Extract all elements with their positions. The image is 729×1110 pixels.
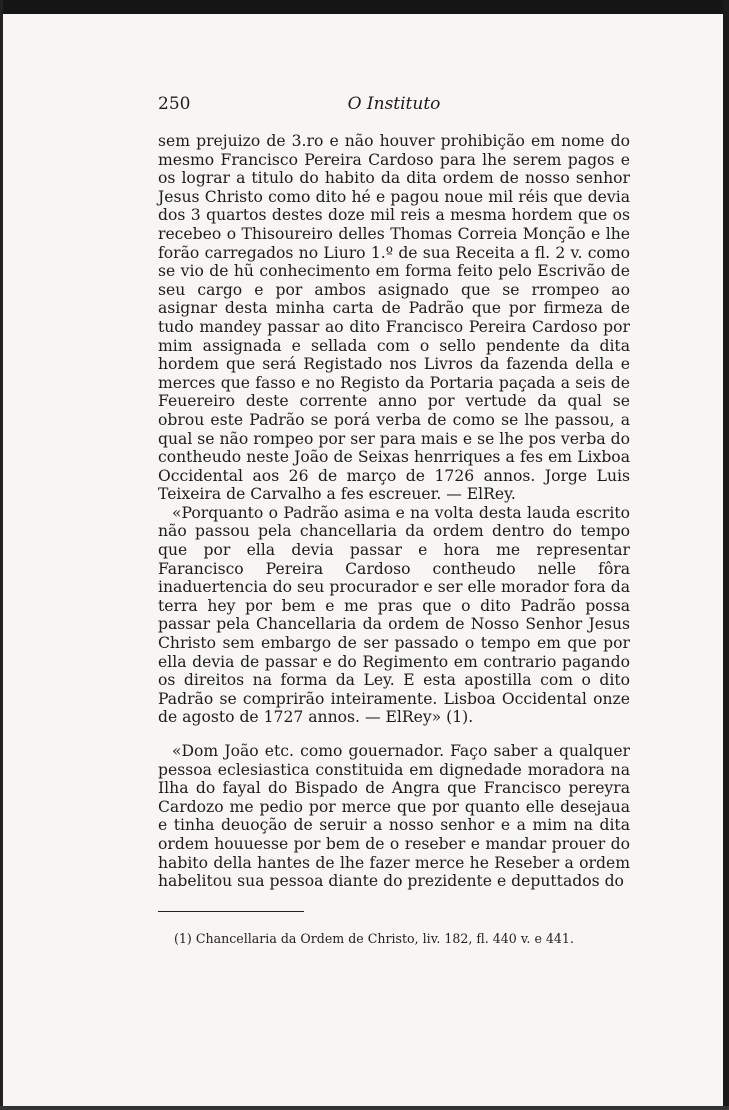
scan-border-right bbox=[723, 0, 729, 1110]
paragraph-dom-joao: «Dom João etc. como gouernador. Faço saber a qualquer pessoa eclesiastica constituida em dignedade moradora na Ilha do fayal do Bispado de Angra que Francisco pereyra Cardozo me pedio por merce que por quanto elle desejaua e tinha deuoção de seruir a nosso senhor e a mim na dita ordem houuesse por bem de o reseber e mandar prouer do habito della hantes de lhe fazer merce he Reseber a ordem habelitou sua pessoa diante do prezidente e deputtados do bbox=[158, 742, 630, 891]
running-title: O Instituto bbox=[347, 94, 441, 114]
scan-border-left bbox=[0, 0, 3, 1110]
paragraph-gap bbox=[158, 727, 630, 742]
scan-border-bottom bbox=[0, 1106, 729, 1110]
paragraph-padrao-continuation: sem prejuizo de 3.ro e não houver prohibição em nome do mesmo Francisco Pereira Cardoso para lhe serem pagos e os lograr a titulo do habito da dita ordem de nosso senhor Jesus Christo como dito hé e pagou noue mil réis que devia dos 3 quartos destes doze mil reis a mesma hordem que os recebeo o Thisoureiro delles Thomas Correia Monção e lhe forão carregados no Liuro 1.º de sua Receita a fl. 2 v. como se vio de hũ conhecimento em forma feito pelo Escrivão de seu cargo e por ambos asignado que se rrompeo ao asignar desta minha carta de Padrão que por firmeza de tudo mandey passar ao dito Francisco Pereira Cardoso por mim assignada e sellada com o sello pendente da dita hordem que será Registado nos Livros da fazenda della e merces que fasso e no Registo da Portaria paçada a seis de Feuereiro deste corrente anno por vertude da qual se obrou este Padrão se porá verba de como se lhe passou, a qual se não rompeo por ser para mais e se lhe pos verba do contheudo neste João de Seixas henrriques a fes em Lixboa Occidental aos 26 de março de 1726 annos. Jorge Luis Teixeira de Carvalho a fes escreuer. — ElRey. bbox=[158, 132, 630, 504]
book-page bbox=[158, 90, 630, 891]
body-text bbox=[158, 132, 630, 891]
scan-border-top bbox=[0, 0, 729, 14]
page-number: 250 bbox=[158, 94, 191, 114]
paragraph-apostilla: «Porquanto o Padrão asima e na volta desta lauda escrito não passou pela chancellaria da ordem dentro do tempo que por ella devia passar e hora me representar Farancisco Pereira Cardoso contheudo nelle fôra inaduertencia do seu procurador e ser elle morador fora da terra hey por bem e me pras que o dito Padrão possa passar pela Chancellaria da ordem de Nosso Senhor Jesus Christo sem embargo de ser passado o tempo em que por ella devia de passar e do Regimento em contrario pagando os direitos na forma da Ley. E esta apostilla com o dito Padrão se comprirão inteiramente. Lisboa Occidental onze de agosto de 1727 annos. — ElRey» (1). bbox=[158, 503, 630, 727]
footnote: (1) Chancellaria da Ordem de Christo, liv. 182, fl. 440 v. e 441. bbox=[174, 931, 574, 946]
footnote-divider bbox=[158, 911, 304, 912]
running-head bbox=[158, 90, 630, 116]
